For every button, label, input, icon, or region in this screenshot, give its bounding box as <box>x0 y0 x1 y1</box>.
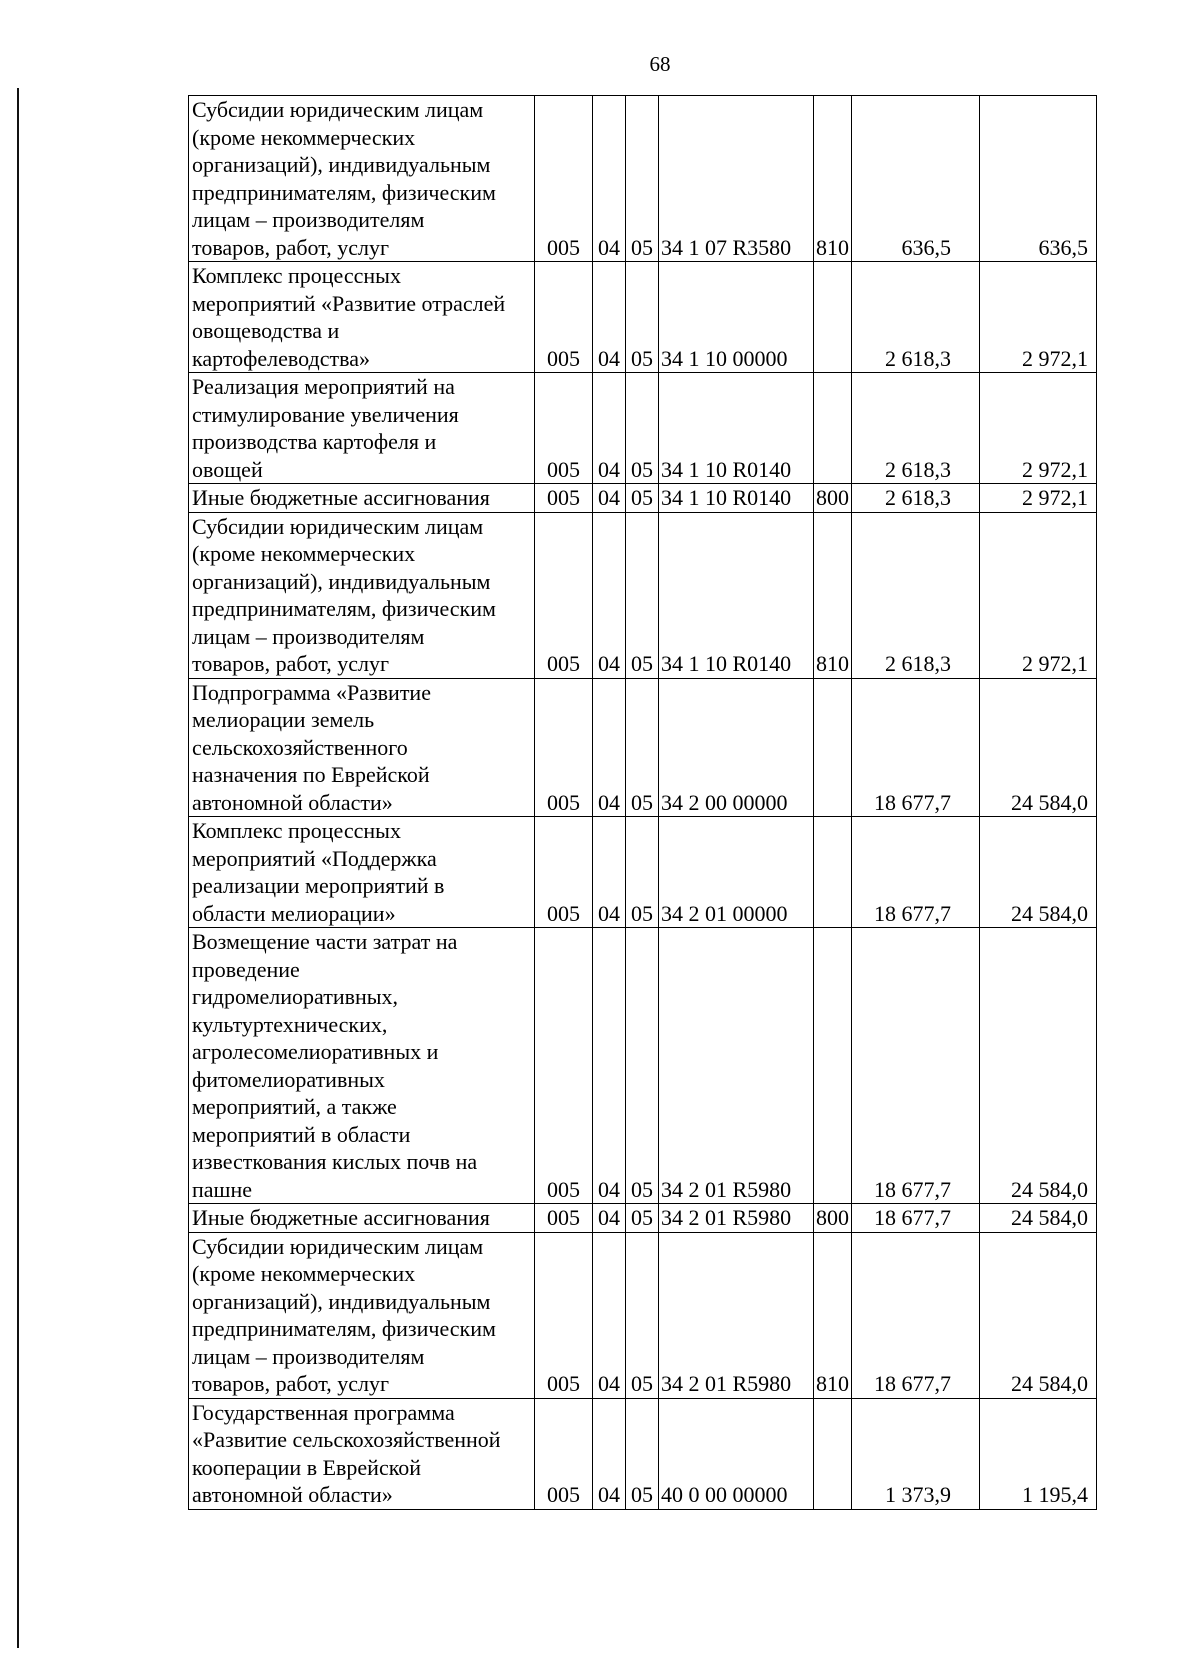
section-code: 04 <box>593 1232 626 1398</box>
target-article-code: 34 1 07 R3580 <box>659 96 814 262</box>
ministry-code: 005 <box>535 817 593 928</box>
subsection-code: 05 <box>626 1204 659 1233</box>
row-name: Комплекс процессных мероприятий «Развитие отраслей овощеводства и картофелеводства» <box>189 262 535 373</box>
sum-year2: 2 972,1 <box>980 512 1097 678</box>
section-code: 04 <box>593 484 626 513</box>
sum-year2: 1 195,4 <box>980 1398 1097 1509</box>
sum-year1: 2 618,3 <box>852 373 980 484</box>
ministry-code: 005 <box>535 373 593 484</box>
sum-year2: 636,5 <box>980 96 1097 262</box>
table-row <box>189 484 1097 513</box>
budget-table <box>188 95 1097 1510</box>
expense-type-code <box>814 262 852 373</box>
section-code: 04 <box>593 96 626 262</box>
table-row <box>189 1204 1097 1233</box>
target-article-code: 34 1 10 R0140 <box>659 484 814 513</box>
expense-type-code <box>814 817 852 928</box>
sum-year2: 24 584,0 <box>980 678 1097 817</box>
ministry-code: 005 <box>535 484 593 513</box>
ministry-code: 005 <box>535 928 593 1204</box>
row-name: Возмещение части затрат на проведение гидромелиоративных, культуртехнических, агролесомелиоративных и фитомелиоративных мероприятий, а также мероприятий в области известкования кислых почв на пашне <box>189 928 535 1204</box>
target-article-code: 34 2 01 R5980 <box>659 1204 814 1233</box>
row-name: Государственная программа «Развитие сельскохозяйственной кооперации в Еврейской автономной области» <box>189 1398 535 1509</box>
target-article-code: 34 1 10 R0140 <box>659 512 814 678</box>
subsection-code: 05 <box>626 1398 659 1509</box>
target-article-code: 34 1 10 R0140 <box>659 373 814 484</box>
section-code: 04 <box>593 512 626 678</box>
sum-year1: 18 677,7 <box>852 928 980 1204</box>
section-code: 04 <box>593 373 626 484</box>
ministry-code: 005 <box>535 1398 593 1509</box>
sum-year1: 636,5 <box>852 96 980 262</box>
target-article-code: 34 2 01 00000 <box>659 817 814 928</box>
sum-year2: 2 972,1 <box>980 373 1097 484</box>
section-code: 04 <box>593 1204 626 1233</box>
expense-type-code: 810 <box>814 1232 852 1398</box>
section-code: 04 <box>593 1398 626 1509</box>
target-article-code: 34 1 10 00000 <box>659 262 814 373</box>
scan-binding-line <box>17 88 19 1648</box>
row-name: Субсидии юридическим лицам (кроме некоммерческих организаций), индивидуальным предпринимателям, физическим лицам – производителям товаров, работ, услуг <box>189 1232 535 1398</box>
sum-year2: 2 972,1 <box>980 484 1097 513</box>
sum-year1: 2 618,3 <box>852 262 980 373</box>
ministry-code: 005 <box>535 678 593 817</box>
table-row <box>189 1232 1097 1398</box>
row-name: Субсидии юридическим лицам (кроме некоммерческих организаций), индивидуальным предпринимателям, физическим лицам – производителям товаров, работ, услуг <box>189 96 535 262</box>
subsection-code: 05 <box>626 373 659 484</box>
sum-year1: 1 373,9 <box>852 1398 980 1509</box>
expense-type-code <box>814 928 852 1204</box>
sum-year2: 24 584,0 <box>980 1204 1097 1233</box>
target-article-code: 40 0 00 00000 <box>659 1398 814 1509</box>
table-row <box>189 512 1097 678</box>
ministry-code: 005 <box>535 1204 593 1233</box>
table-row <box>189 678 1097 817</box>
target-article-code: 34 2 00 00000 <box>659 678 814 817</box>
table-row <box>189 373 1097 484</box>
row-name: Субсидии юридическим лицам (кроме некоммерческих организаций), индивидуальным предпринимателям, физическим лицам – производителям товаров, работ, услуг <box>189 512 535 678</box>
budget-table-body <box>189 96 1097 1510</box>
subsection-code: 05 <box>626 928 659 1204</box>
table-row <box>189 1398 1097 1509</box>
sum-year2: 2 972,1 <box>980 262 1097 373</box>
sum-year1: 2 618,3 <box>852 512 980 678</box>
page-number: 68 <box>649 52 671 76</box>
section-code: 04 <box>593 928 626 1204</box>
subsection-code: 05 <box>626 96 659 262</box>
section-code: 04 <box>593 817 626 928</box>
ministry-code: 005 <box>535 512 593 678</box>
expense-type-code <box>814 678 852 817</box>
sum-year1: 18 677,7 <box>852 1232 980 1398</box>
table-row <box>189 817 1097 928</box>
table-row <box>189 262 1097 373</box>
expense-type-code <box>814 1398 852 1509</box>
sum-year2: 24 584,0 <box>980 1232 1097 1398</box>
section-code: 04 <box>593 678 626 817</box>
expense-type-code: 810 <box>814 512 852 678</box>
row-name: Иные бюджетные ассигнования <box>189 1204 535 1233</box>
ministry-code: 005 <box>535 1232 593 1398</box>
expense-type-code: 800 <box>814 484 852 513</box>
row-name: Подпрограмма «Развитие мелиорации земель сельскохозяйственного назначения по Еврейской автономной области» <box>189 678 535 817</box>
target-article-code: 34 2 01 R5980 <box>659 928 814 1204</box>
sum-year1: 18 677,7 <box>852 678 980 817</box>
table-row <box>189 928 1097 1204</box>
subsection-code: 05 <box>626 678 659 817</box>
table-row <box>189 96 1097 262</box>
sum-year1: 2 618,3 <box>852 484 980 513</box>
expense-type-code: 800 <box>814 1204 852 1233</box>
subsection-code: 05 <box>626 1232 659 1398</box>
row-name: Иные бюджетные ассигнования <box>189 484 535 513</box>
subsection-code: 05 <box>626 484 659 513</box>
row-name: Реализация мероприятий на стимулирование увеличения производства картофеля и овощей <box>189 373 535 484</box>
subsection-code: 05 <box>626 817 659 928</box>
ministry-code: 005 <box>535 96 593 262</box>
sum-year1: 18 677,7 <box>852 817 980 928</box>
row-name: Комплекс процессных мероприятий «Поддержка реализации мероприятий в области мелиорации» <box>189 817 535 928</box>
expense-type-code <box>814 373 852 484</box>
sum-year1: 18 677,7 <box>852 1204 980 1233</box>
ministry-code: 005 <box>535 262 593 373</box>
sum-year2: 24 584,0 <box>980 928 1097 1204</box>
target-article-code: 34 2 01 R5980 <box>659 1232 814 1398</box>
sum-year2: 24 584,0 <box>980 817 1097 928</box>
expense-type-code: 810 <box>814 96 852 262</box>
section-code: 04 <box>593 262 626 373</box>
subsection-code: 05 <box>626 262 659 373</box>
subsection-code: 05 <box>626 512 659 678</box>
